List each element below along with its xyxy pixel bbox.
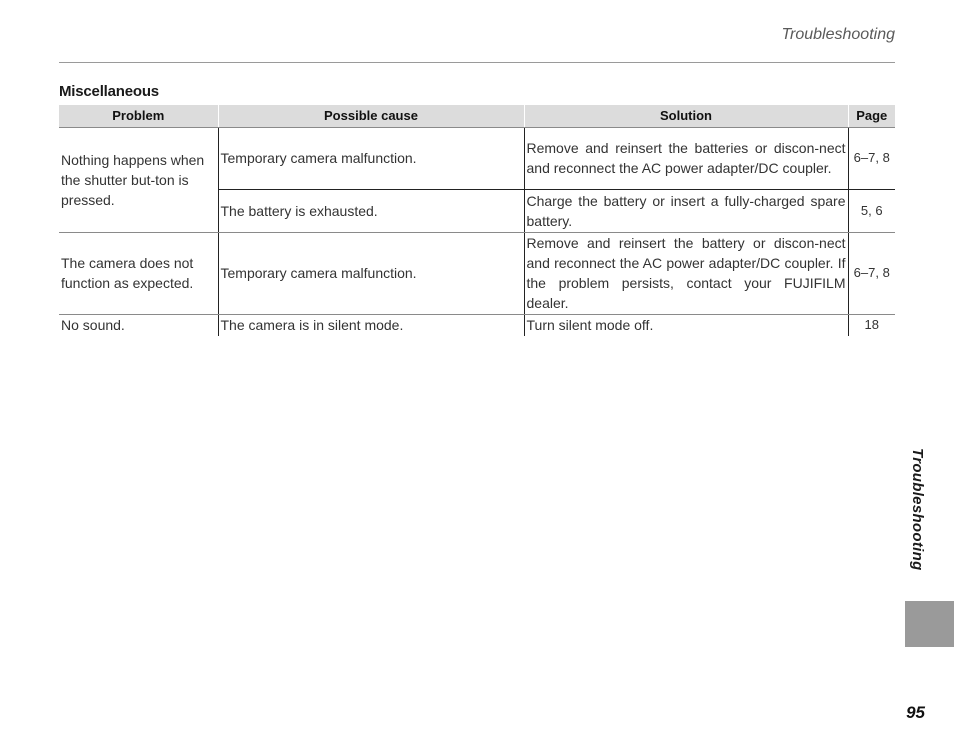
troubleshooting-table bbox=[59, 105, 895, 336]
column-header-solution: Solution bbox=[524, 105, 848, 127]
problem-cell: No sound. bbox=[61, 316, 125, 333]
page-number: 95 bbox=[906, 703, 925, 722]
table-row bbox=[59, 314, 895, 336]
header-divider bbox=[59, 62, 895, 63]
column-header-problem: Problem bbox=[59, 105, 218, 127]
solution-cell: Remove and reinsert the battery or discon-nect and reconnect the AC power adapter/DC coupler. If the problem persists, contact your FUJIFILM dealer. bbox=[524, 232, 848, 314]
problem-cell: Nothing happens when the shutter but-ton is pressed. bbox=[59, 127, 218, 232]
page-ref-cell: 6–7, 8 bbox=[848, 127, 895, 189]
table-row bbox=[59, 232, 895, 314]
cause-cell: The battery is exhausted. bbox=[218, 189, 524, 232]
side-tab-label bbox=[904, 448, 930, 588]
solution-cell: Charge the battery or insert a fully-charged spare battery. bbox=[524, 189, 848, 232]
cause-cell: Temporary camera malfunction. bbox=[218, 127, 524, 189]
cause-cell: Temporary camera malfunction. bbox=[218, 232, 524, 314]
table-header-row bbox=[59, 105, 895, 127]
running-header-title: Troubleshooting bbox=[781, 26, 895, 43]
page-ref-cell: 18 bbox=[848, 314, 895, 336]
page-ref-cell: 6–7, 8 bbox=[848, 232, 895, 314]
table-row bbox=[59, 127, 895, 189]
side-tab-marker bbox=[905, 601, 954, 647]
page-ref-cell: 5, 6 bbox=[848, 189, 895, 232]
side-tab-text: Troubleshooting bbox=[909, 448, 926, 571]
problem-cell: The camera does not function as expected. bbox=[59, 232, 218, 314]
column-header-page: Page bbox=[848, 105, 895, 127]
section-title: Miscellaneous bbox=[59, 83, 159, 100]
column-header-possible-cause: Possible cause bbox=[218, 105, 524, 127]
cause-cell: The camera is in silent mode. bbox=[218, 314, 524, 336]
solution-cell: Remove and reinsert the batteries or discon-nect and reconnect the AC power adapter/DC coupler. bbox=[524, 127, 848, 189]
solution-cell: Turn silent mode off. bbox=[524, 314, 848, 336]
